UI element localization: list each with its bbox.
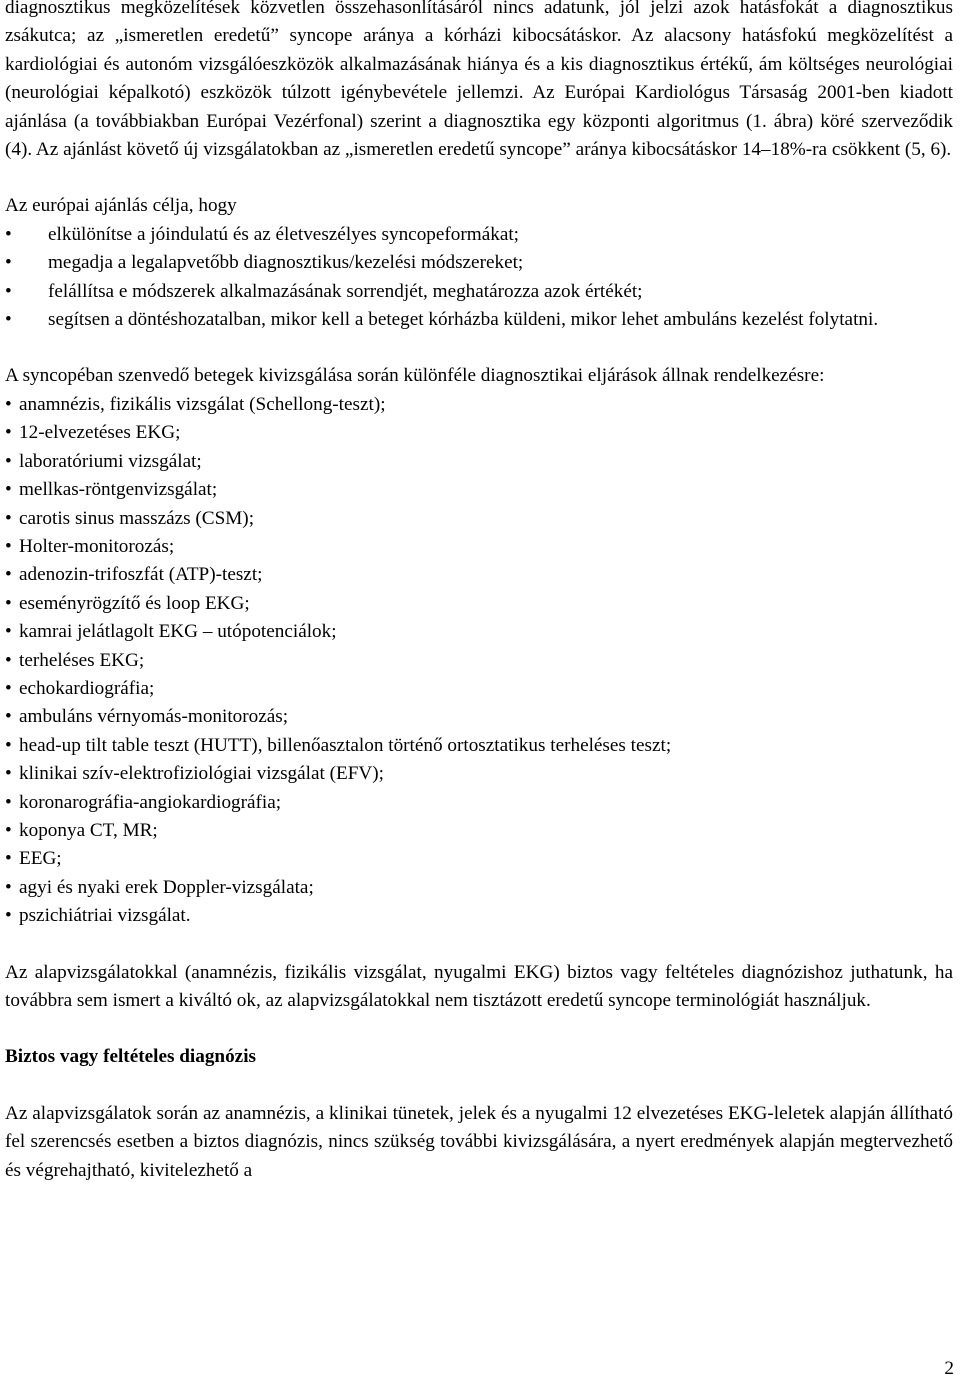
list-item <box>5 760 953 788</box>
list-item-text: agyi és nyaki erek Doppler-vizsgálata; <box>19 876 314 898</box>
bullet-icon: • <box>5 649 12 671</box>
bullet-icon: • <box>5 848 12 870</box>
list-item-text: laboratóriumi vizsgálat; <box>19 450 202 472</box>
bullet-icon: • <box>5 223 12 245</box>
list-item-text: mellkas-röntgenvizsgálat; <box>19 479 218 501</box>
spacer <box>5 931 953 959</box>
bullet-icon: • <box>5 621 12 643</box>
bullet-icon: • <box>5 479 12 501</box>
list-item-text: koronarográfia-angiokardiográfia; <box>19 791 282 813</box>
list-item-text: elkülönítse a jóindulatú és az életveszélyes syncopeformákat; <box>48 223 519 245</box>
list-item <box>5 618 953 646</box>
list-item <box>5 845 953 873</box>
list-item-text: megadja a legalapvetőbb diagnosztikus/kezelési módszereket; <box>48 252 524 274</box>
procedures-intro: A syncopéban szenvedő betegek kivizsgálása során különféle diagnosztikai eljárások állnak rendelkezésre: <box>5 365 825 387</box>
bullet-icon: • <box>5 535 12 557</box>
procedures-list <box>5 391 953 931</box>
bullet-icon: • <box>5 706 12 728</box>
list-item <box>5 249 953 277</box>
list-item-text: ambuláns vérnyomás-monitorozás; <box>19 706 289 728</box>
final-paragraph: Az alapvizsgálatok során az anamnézis, a klinikai tünetek, jelek és a nyugalmi 12 elvezetéses EKG-leletek alapján állítható fel szerencsés esetben a biztos diagnózis, nincs szükség további kivizsgálására, a nyert eredmények alapján megtervezhető és végrehajtható, kivitelezhető a <box>5 1102 953 1181</box>
bullet-icon: • <box>5 507 12 529</box>
aims-intro: Az európai ajánlás célja, hogy <box>5 195 237 217</box>
aims-list <box>5 221 953 335</box>
bullet-icon: • <box>5 252 12 274</box>
bullet-icon: • <box>5 734 12 756</box>
page-content <box>5 0 953 1185</box>
list-item <box>5 476 953 504</box>
bullet-icon: • <box>5 819 12 841</box>
list-item <box>5 306 953 334</box>
list-item <box>5 902 953 930</box>
bullet-icon: • <box>5 422 12 444</box>
list-item <box>5 590 953 618</box>
bullet-icon: • <box>5 309 12 331</box>
list-item-text: head-up tilt table teszt (HUTT), billenőasztalon történő ortosztatikus terheléses teszt; <box>19 734 672 756</box>
list-item-text: klinikai szív-elektrofiziológiai vizsgálat (EFV); <box>19 763 384 785</box>
bullet-icon: • <box>5 280 12 302</box>
page-number: 2 <box>944 1357 954 1379</box>
bullet-icon: • <box>5 564 12 586</box>
bullet-icon: • <box>5 592 12 614</box>
list-item-text: anamnézis, fizikális vizsgálat (Schellong-teszt); <box>19 393 386 415</box>
section-heading: Biztos vagy feltételes diagnózis <box>5 1046 256 1068</box>
list-item <box>5 675 953 703</box>
spacer <box>5 1015 953 1043</box>
list-item-text: EEG; <box>19 848 62 870</box>
list-item-text: kamrai jelátlagolt EKG – utópotenciálok; <box>19 621 337 643</box>
list-item <box>5 533 953 561</box>
basic-tests-paragraph: Az alapvizsgálatokkal (anamnézis, fizikális vizsgálat, nyugalmi EKG) biztos vagy feltételes diagnózishoz juthatunk, ha továbbra sem ismert a kiváltó ok, az alapvizsgálatokkal nem tisztázott eredetű syncope terminológiát használjuk. <box>5 961 953 1011</box>
list-item <box>5 505 953 533</box>
bullet-icon: • <box>5 763 12 785</box>
list-item-text: 12-elvezetéses EKG; <box>19 422 181 444</box>
list-item <box>5 221 953 249</box>
spacer <box>5 164 953 192</box>
spacer <box>5 334 953 362</box>
list-item <box>5 419 953 447</box>
bullet-icon: • <box>5 393 12 415</box>
bullet-icon: • <box>5 677 12 699</box>
intro-paragraph: diagnosztikus megközelítések közvetlen összehasonlításáról nincs adatunk, jól jelzi azok hatásfokát a diagnosztikus zsákutca; az „ismeretlen eredetű” syncope aránya a kórházi kibocsátáskor. Az alacsony hatásfokú megközelítést a kardiológiai és autonóm vizsgálóeszközök alkalmazásának hiánya és a kis diagnosztikus értékű, ám költséges neurológiai (neurológiai képalkotó) eszközök túlzott igénybevétele jellemzi. Az Európai Kardiológus Társaság 2001-ben kiadott ajánlása (a továbbiakban Európai Vezérfonal) szerint a diagnosztika egy központi algoritmus (1. ábra) köré szerveződik (4). Az ajánlást követő új vizsgálatokban az „ismeretlen eredetű syncope” aránya kibocsátáskor 14–18%-ra csökkent (5, 6). <box>5 0 953 161</box>
list-item-text: koponya CT, MR; <box>19 819 158 841</box>
list-item-text: carotis sinus masszázs (CSM); <box>19 507 255 529</box>
list-item-text: eseményrögzítő és loop EKG; <box>19 592 250 614</box>
list-item-text: adenozin-trifoszfát (ATP)-teszt; <box>19 564 263 586</box>
list-item <box>5 817 953 845</box>
list-item-text: Holter-monitorozás; <box>19 535 175 557</box>
list-item <box>5 703 953 731</box>
list-item <box>5 647 953 675</box>
list-item <box>5 448 953 476</box>
list-item <box>5 278 953 306</box>
spacer <box>5 1072 953 1100</box>
bullet-icon: • <box>5 450 12 472</box>
list-item-text: pszichiátriai vizsgálat. <box>19 905 191 927</box>
list-item-text: echokardiográfia; <box>19 677 155 699</box>
list-item <box>5 874 953 902</box>
bullet-icon: • <box>5 876 12 898</box>
list-item <box>5 789 953 817</box>
list-item-text: terheléses EKG; <box>19 649 145 671</box>
list-item-text: segítsen a döntéshozatalban, mikor kell a beteget kórházba küldeni, mikor lehet ambuláns kezelést folytatni. <box>48 309 879 331</box>
bullet-icon: • <box>5 905 12 927</box>
list-item <box>5 561 953 589</box>
list-item <box>5 732 953 760</box>
list-item-text: felállítsa e módszerek alkalmazásának sorrendjét, meghatározza azok értékét; <box>48 280 643 302</box>
list-item <box>5 391 953 419</box>
bullet-icon: • <box>5 791 12 813</box>
